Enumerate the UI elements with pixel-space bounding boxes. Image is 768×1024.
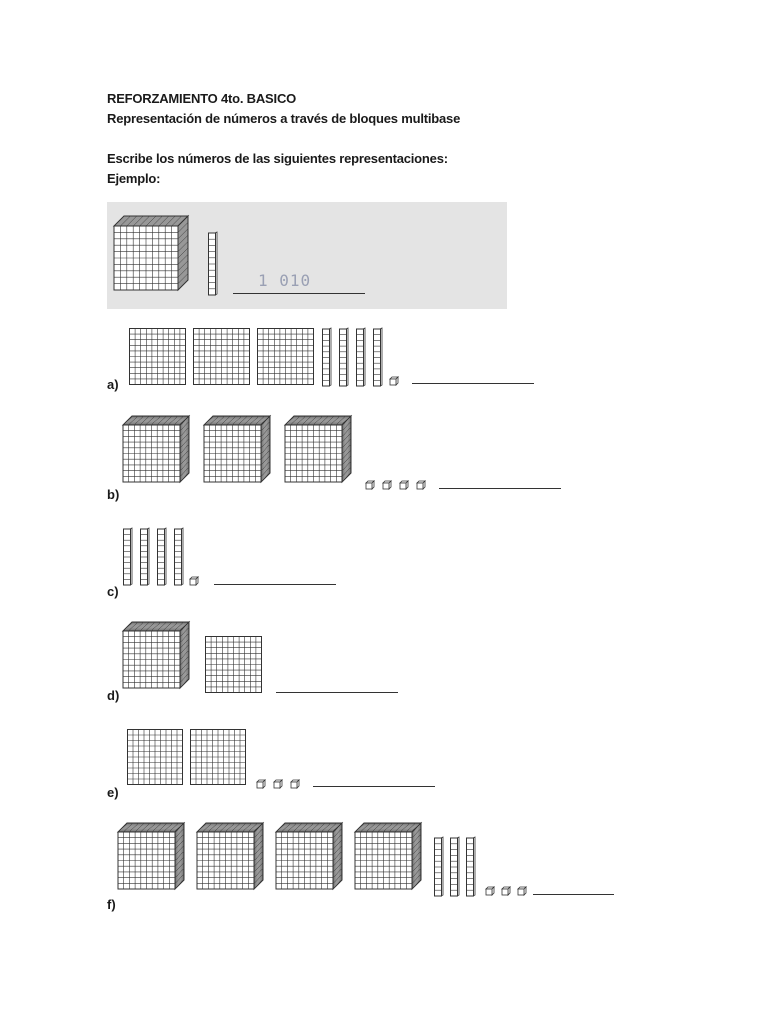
exercise-label-d: d) <box>107 688 120 703</box>
ten-rod <box>450 837 460 898</box>
answer-line-c[interactable] <box>214 584 336 585</box>
ten-rod <box>322 328 332 388</box>
hundred-flat <box>127 729 184 786</box>
ten-rod <box>174 528 184 587</box>
answer-line-d[interactable] <box>276 692 398 693</box>
ten-rod <box>123 528 133 587</box>
thousand-cube <box>123 415 191 483</box>
unit-cube <box>399 481 408 490</box>
unit-cube <box>382 481 391 490</box>
thousand-cube <box>114 215 190 291</box>
instructions-text: Escribe los números de las siguientes representaciones: <box>107 151 448 166</box>
example-answer-line <box>233 293 365 294</box>
unit-cube <box>416 481 425 490</box>
answer-line-a[interactable] <box>412 383 534 384</box>
unit-cube <box>501 887 510 896</box>
unit-cube <box>485 887 494 896</box>
unit-cube <box>517 887 526 896</box>
hundred-flat <box>190 729 247 786</box>
thousand-cube <box>355 822 423 890</box>
exercise-label-f: f) <box>107 897 116 912</box>
unit-cube <box>256 780 265 789</box>
thousand-cube <box>197 822 265 890</box>
hundred-flat <box>205 636 263 694</box>
thousand-cube <box>276 822 344 890</box>
unit-cube <box>189 577 198 586</box>
answer-line-f[interactable] <box>533 894 614 895</box>
exercise-label-e: e) <box>107 785 119 800</box>
ten-rod <box>373 328 383 388</box>
ten-rod <box>356 328 366 388</box>
ten-rod <box>157 528 167 587</box>
unit-cube <box>290 780 299 789</box>
example-label: Ejemplo: <box>107 171 161 186</box>
thousand-cube <box>204 415 272 483</box>
ten-rod <box>466 837 476 898</box>
unit-cube <box>389 377 398 386</box>
answer-line-e[interactable] <box>313 786 435 787</box>
exercise-label-a: a) <box>107 377 119 392</box>
hundred-flat <box>129 328 187 386</box>
thousand-cube <box>118 822 186 890</box>
ten-rod <box>434 837 444 898</box>
worksheet-title: REFORZAMIENTO 4to. BASICO <box>107 91 297 106</box>
hundred-flat <box>257 328 315 386</box>
ten-rod <box>339 328 349 388</box>
worksheet-subtitle: Representación de números a través de bloques multibase <box>107 111 461 126</box>
hundred-flat <box>193 328 251 386</box>
unit-cube <box>365 481 374 490</box>
exercise-label-c: c) <box>107 584 119 599</box>
ten-rod <box>140 528 150 587</box>
example-answer: 1 010 <box>258 271 312 290</box>
thousand-cube <box>123 621 191 689</box>
ten-rod <box>208 232 218 297</box>
exercise-label-b: b) <box>107 487 120 502</box>
thousand-cube <box>285 415 353 483</box>
answer-line-b[interactable] <box>439 488 561 489</box>
unit-cube <box>273 780 282 789</box>
